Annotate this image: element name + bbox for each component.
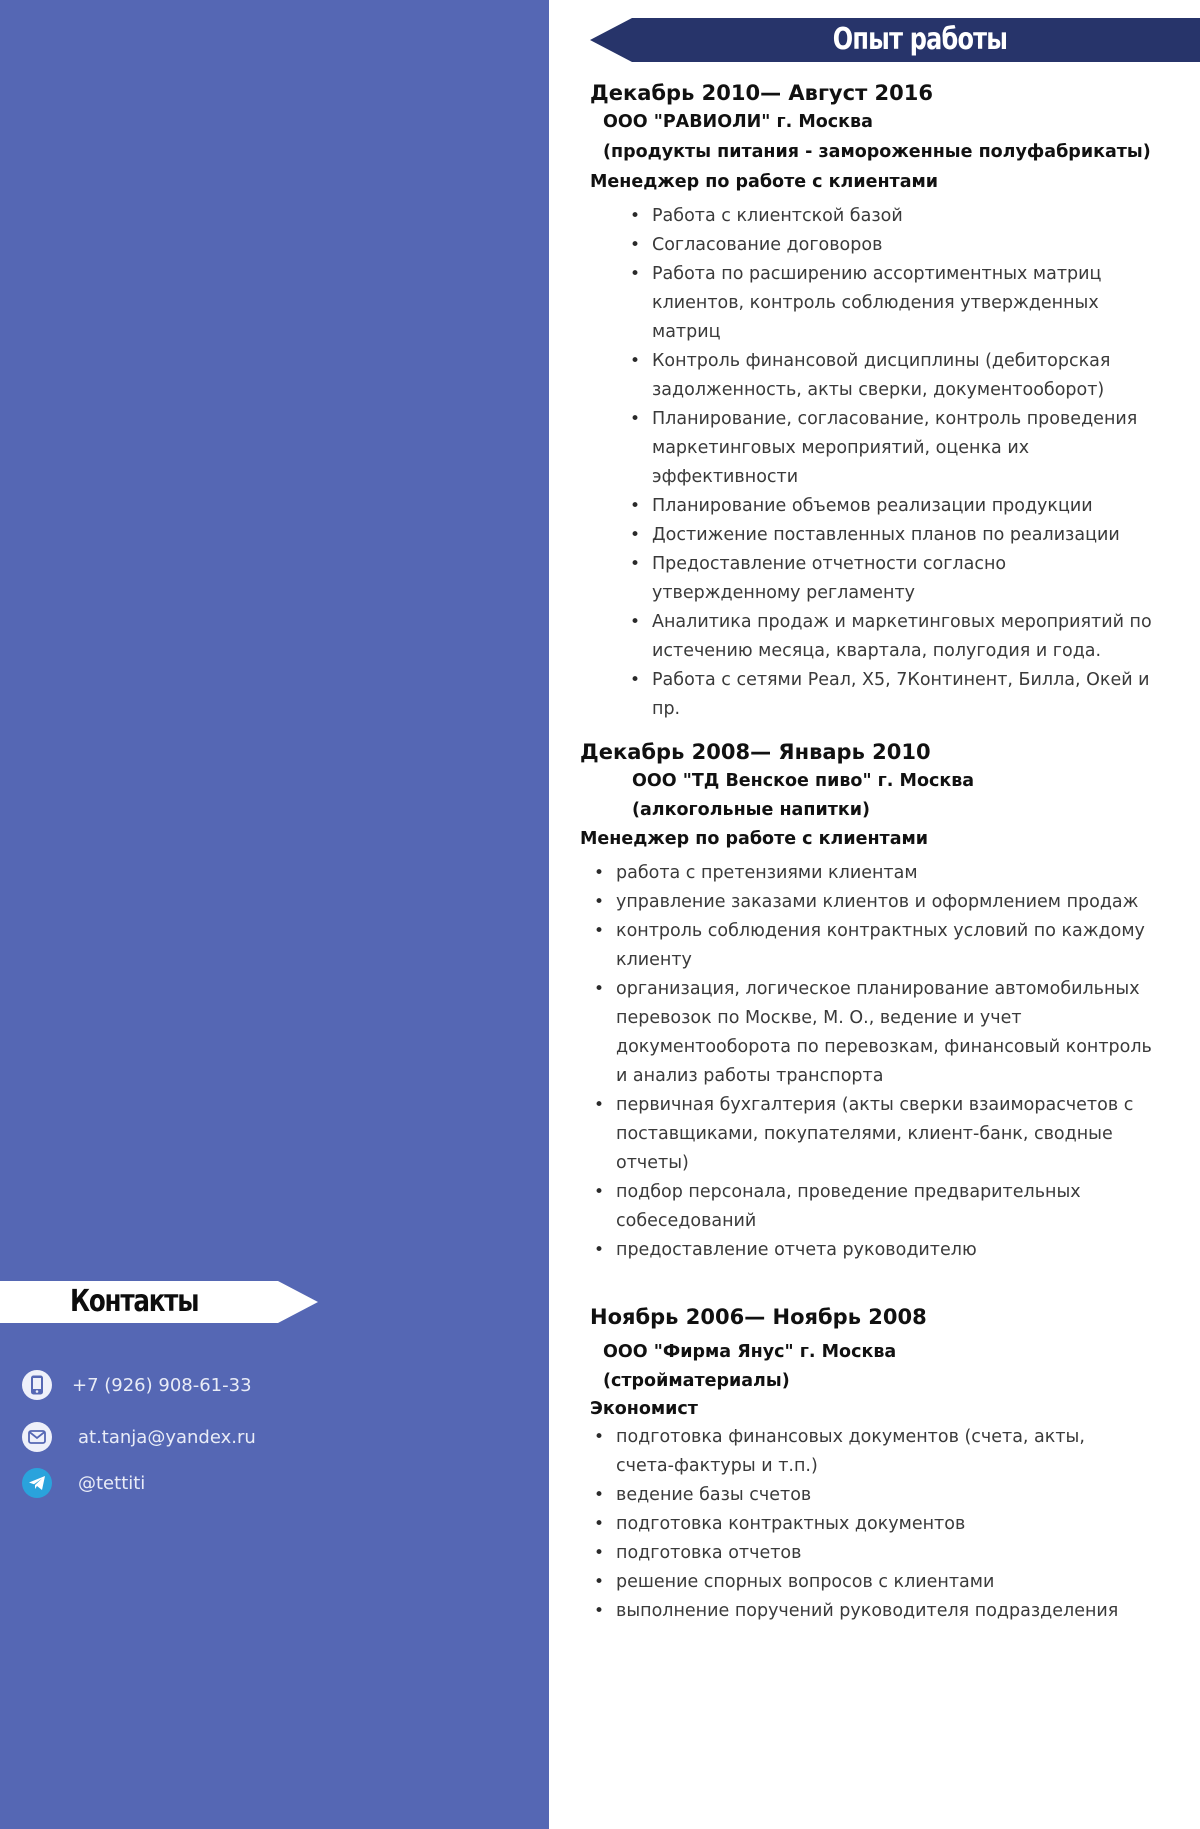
job-company: ООО "Фирма Янус" г. Москва	[603, 1342, 897, 1362]
list-item: • ведение базы счетов	[594, 1481, 1124, 1510]
telegram-text: @tettiti	[78, 1472, 146, 1494]
list-item: • подготовка отчетов	[594, 1539, 1124, 1568]
list-item: • выполнение поручений руководителя подразделения	[594, 1597, 1124, 1626]
list-item: • Планирование объемов реализации продукции	[630, 492, 1160, 521]
list-item: • подготовка финансовых документов (счета, акты, счета-фактуры и т.п.)	[594, 1423, 1124, 1481]
sidebar	[0, 0, 549, 1829]
list-item: • подбор персонала, проведение предварительных собеседований	[594, 1178, 1154, 1236]
job-position: Менеджер по работе с клиентами	[580, 829, 929, 849]
list-item: • Согласование договоров	[630, 231, 1160, 260]
phone-icon	[22, 1370, 52, 1400]
email-icon	[22, 1422, 52, 1452]
job-period: Ноябрь 2006— Ноябрь 2008	[590, 1305, 927, 1329]
list-item: • Работа с сетями Реал, Х5, 7Континент, Билла, Окей и пр.	[630, 666, 1160, 724]
list-item: • контроль соблюдения контрактных условий по каждому клиенту	[594, 917, 1154, 975]
job-industry: (стройматериалы)	[603, 1371, 790, 1391]
job-company: ООО "ТД Венское пиво" г. Москва	[632, 771, 975, 791]
contact-email[interactable]	[22, 1421, 256, 1453]
list-item: • управление заказами клиентов и оформлением продаж	[594, 888, 1154, 917]
list-item: • организация, логическое планирование автомобильных перевозок по Москве, М. О., ведение и учет документооборота по перевозкам, финансовый контроль и анализ работы транспорта	[594, 975, 1154, 1091]
job-2	[580, 737, 1190, 1265]
job-period: Декабрь 2008— Январь 2010	[580, 740, 931, 764]
job-position: Менеджер по работе с клиентами	[590, 172, 939, 192]
list-item: • Аналитика продаж и маркетинговых мероприятий по истечению месяца, квартала, полугодия и года.	[630, 608, 1160, 666]
contacts-banner	[0, 1281, 318, 1323]
list-item: • Контроль финансовой дисциплины (дебиторская задолженность, акты сверки, документооборот)	[630, 347, 1160, 405]
email-text: at.tanja@yandex.ru	[78, 1426, 256, 1448]
list-item: • Предоставление отчетности согласно утвержденному регламенту	[630, 550, 1160, 608]
list-item: • решение спорных вопросов с клиентами	[594, 1568, 1124, 1597]
job-period: Декабрь 2010— Август 2016	[590, 81, 933, 105]
list-item: • первичная бухгалтерия (акты сверки взаиморасчетов с поставщиками, покупателями, клиент-банк, сводные отчеты)	[594, 1091, 1154, 1178]
telegram-icon	[22, 1468, 52, 1498]
contact-telegram[interactable]	[22, 1467, 145, 1499]
job-3	[590, 1302, 1190, 1626]
job-company: ООО "РАВИОЛИ" г. Москва	[603, 112, 873, 132]
list-item: • Работа с клиентской базой	[630, 202, 1160, 231]
job-industry: (алкогольные напитки)	[632, 800, 870, 820]
job-1	[590, 78, 1190, 724]
job-position: Экономист	[590, 1399, 698, 1419]
list-item: • предоставление отчета руководителю	[594, 1236, 1154, 1265]
list-item: • работа с претензиями клиентам	[594, 859, 1154, 888]
job-duties	[594, 1423, 1124, 1626]
job-duties	[594, 859, 1154, 1265]
list-item: • Работа по расширению ассортиментных матриц клиентов, контроль соблюдения утвержденных матриц	[630, 260, 1160, 347]
job-industry: (продукты питания - замороженные полуфабрикаты)	[603, 142, 1151, 162]
experience-title: Опыт работы	[832, 22, 1008, 57]
contact-phone[interactable]	[22, 1369, 252, 1401]
list-item: • Достижение поставленных планов по реализации	[630, 521, 1160, 550]
phone-text: +7 (926) 908-61-33	[72, 1374, 252, 1396]
list-item: • подготовка контрактных документов	[594, 1510, 1124, 1539]
job-duties	[630, 202, 1160, 724]
list-item: • Планирование, согласование, контроль проведения маркетинговых мероприятий, оценка их эффективности	[630, 405, 1160, 492]
experience-banner	[590, 18, 1200, 62]
contacts-title: Контакты	[70, 1284, 199, 1319]
